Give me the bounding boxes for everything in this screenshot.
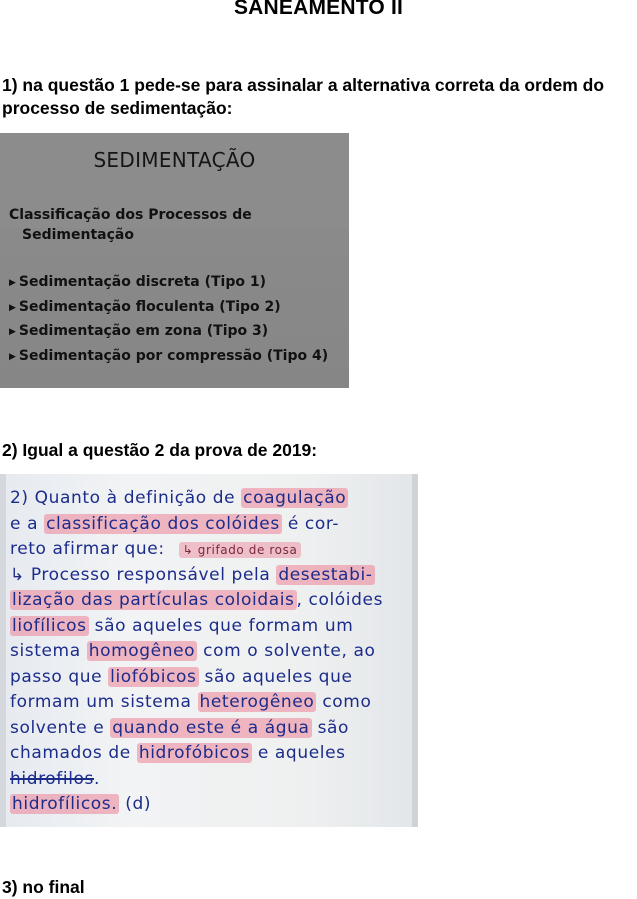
handwritten-text: ↳ Processo responsável pela bbox=[10, 564, 277, 585]
handwritten-line bbox=[10, 794, 151, 814]
list-item-text: Sedimentação em zona (Tipo 3) bbox=[18, 323, 269, 339]
highlighted-text: coagulação bbox=[243, 488, 347, 508]
handwritten-text: é cor- bbox=[281, 513, 340, 534]
triangle-bullet-icon: ▶ bbox=[9, 351, 16, 362]
triangle-bullet-icon: ▶ bbox=[9, 278, 16, 288]
question-2-text: 2) Igual a questão 2 da prova de 2019: bbox=[2, 440, 318, 460]
highlighted-text: heterogêneo bbox=[199, 692, 315, 712]
triangle-bullet-icon: ▶ bbox=[9, 327, 16, 337]
list-item-text: Sedimentação discreta (Tipo 1) bbox=[18, 274, 267, 290]
handwritten-line bbox=[10, 641, 376, 661]
handwritten-text: e aqueles bbox=[251, 743, 346, 763]
highlighted-text: quando este é a água bbox=[112, 717, 310, 738]
handwritten-line bbox=[10, 616, 353, 636]
handwritten-line bbox=[10, 590, 383, 610]
handwritten-text: solvente e bbox=[10, 717, 111, 738]
slide-subtitle bbox=[9, 205, 339, 245]
handwritten-line bbox=[10, 667, 353, 687]
sedimentation-types-list bbox=[9, 271, 328, 369]
handwritten-text: são bbox=[311, 717, 350, 738]
list-item bbox=[9, 345, 328, 370]
handwritten-line bbox=[10, 718, 349, 738]
handwritten-text: com o solvente, ao bbox=[197, 641, 376, 661]
struck-through-text: hidrofilos bbox=[10, 768, 94, 789]
list-item-text: Sedimentação floculenta (Tipo 2) bbox=[18, 298, 281, 315]
document-title: SANEAMENTO II bbox=[233, 0, 404, 19]
highlighted-text: lização das partículas coloidais bbox=[12, 590, 295, 610]
handwritten-text: passo que bbox=[10, 666, 109, 687]
list-item-text: Sedimentação por compressão (Tipo 4) bbox=[18, 347, 329, 364]
highlighted-text: hidrofóbicos bbox=[138, 743, 250, 763]
highlighted-text: liofóbicos bbox=[110, 666, 197, 687]
handwritten-line bbox=[10, 692, 371, 712]
list-item bbox=[9, 296, 328, 321]
handwritten-text: 2) Quanto à definição de bbox=[10, 488, 242, 508]
photo-left-edge bbox=[0, 474, 6, 827]
handwritten-line bbox=[10, 743, 346, 763]
handwritten-text: sistema bbox=[10, 641, 87, 661]
slide-subtitle-line-2: Sedimentação bbox=[22, 227, 134, 243]
handwritten-line bbox=[10, 539, 301, 559]
handwritten-line bbox=[10, 565, 375, 585]
triangle-bullet-icon: ▶ bbox=[9, 302, 16, 313]
question-1-text: 1) na questão 1 pede-se para assinalar a alternativa correta da ordem do processo de sedimentação: bbox=[2, 75, 605, 118]
sedimentation-slide-image bbox=[0, 133, 349, 388]
handwritten-line bbox=[10, 769, 100, 789]
handwritten-text: reto afirmar que: bbox=[10, 539, 165, 559]
photo-right-edge bbox=[412, 474, 418, 827]
handwritten-text: são aqueles que bbox=[198, 666, 353, 687]
handwritten-line bbox=[10, 514, 339, 534]
question-3-text: 3) no final bbox=[2, 877, 85, 897]
highlight-legend-note: ↳ grifado de rosa bbox=[179, 542, 302, 558]
handwritten-text: como bbox=[316, 692, 372, 712]
handwritten-text: formam um sistema bbox=[10, 692, 198, 712]
highlighted-text: homogêneo bbox=[88, 641, 196, 661]
highlighted-text: hidrofílicos. bbox=[12, 794, 118, 814]
handwritten-text: , colóides bbox=[296, 590, 384, 610]
highlighted-text: classificação dos colóides bbox=[46, 513, 280, 534]
handwritten-text: (d) bbox=[119, 794, 152, 814]
handwritten-text: são aqueles que formam um bbox=[88, 615, 354, 636]
handwritten-text: . bbox=[94, 768, 101, 789]
highlighted-text: desestabi- bbox=[278, 564, 373, 585]
list-item bbox=[9, 271, 328, 296]
handwritten-text: chamados de bbox=[10, 743, 137, 763]
handwritten-line bbox=[10, 488, 348, 508]
list-item bbox=[9, 320, 328, 345]
handwritten-note-photo bbox=[0, 474, 418, 827]
slide-subtitle-line-1: Classificação dos Processos de bbox=[9, 207, 252, 223]
slide-title: SEDIMENTAÇÃO bbox=[93, 148, 256, 172]
handwritten-text: e a bbox=[10, 513, 45, 534]
highlighted-text: liofílicos bbox=[12, 615, 87, 636]
